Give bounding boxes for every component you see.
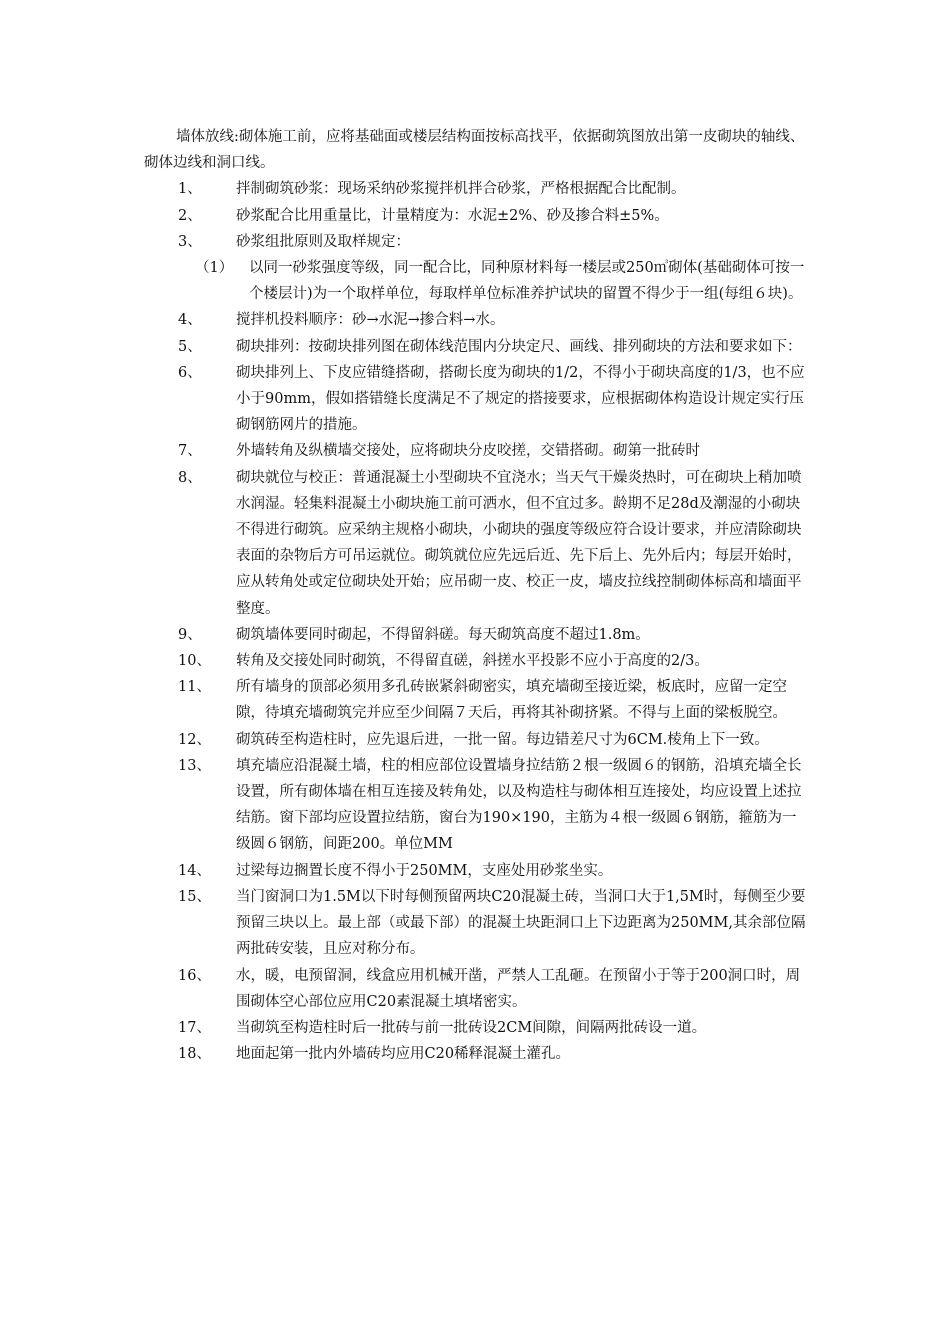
list-item <box>144 465 808 622</box>
document-body <box>144 124 808 1067</box>
item-text: 砂浆配合比用重量比，计量精度为：水泥±2%、砂及掺合料±5%。 <box>236 207 669 224</box>
item-number: 4、 <box>178 312 202 329</box>
list-item <box>144 884 808 963</box>
item-number: 5、 <box>178 338 202 355</box>
item-number: 8、 <box>178 469 202 486</box>
item-number: 15、 <box>178 888 211 905</box>
list-item <box>144 203 808 229</box>
list-item <box>144 360 808 439</box>
list-item <box>144 176 808 202</box>
list-item <box>144 229 808 255</box>
list-item <box>144 438 808 464</box>
sub-item-number: （1） <box>195 260 234 277</box>
item-text: 转角及交接处同时砌筑，不得留直磋，斜搓水平投影不应小于高度的2/3。 <box>236 653 709 670</box>
sub-item-text: 以同一砂浆强度等级，同一配合比，同种原材料每一楼层或250㎥砌体(基础砌体可按一个楼层计)为一个取样单位，每取样单位标准养护试块的留置不得少于一组(每组６块)。 <box>249 260 805 303</box>
sub-list-item <box>144 255 808 307</box>
list-item <box>144 858 808 884</box>
item-text: 当门窗洞口为1.5M以下时每侧预留两块C20混凝土砖，当洞口大于1,5M时，每侧至少要预留三块以上。最上部（或最下部）的混凝土块距洞口上下边距离为250MM,其余部位隔两批砖安装，且应对称分布。 <box>236 888 806 958</box>
item-text: 拌制砌筑砂浆：现场采纳砂浆搅拌机拌合砂浆，严格根据配合比配制。 <box>236 181 686 198</box>
item-number: 10、 <box>178 653 211 670</box>
item-text: 过梁每边搁置长度不得小于250MM，支座处用砂浆坐实。 <box>236 862 613 879</box>
item-text: 水，暖，电预留洞，线盒应用机械开凿，严禁人工乱砸。在预留小于等于200洞口时，周围砌体空心部位应用C20素混凝土填堵密实。 <box>236 967 801 1010</box>
item-number: 18、 <box>178 1046 211 1063</box>
item-text: 砌块排列：按砌块排列图在砌体线范围内分块定尺、画线、排列砌块的方法和要求如下： <box>236 338 802 355</box>
list-item <box>144 334 808 360</box>
item-text: 搅拌机投料顺序：砂→水泥→掺合料→水。 <box>236 312 505 329</box>
list-item <box>144 307 808 333</box>
list-item <box>144 1041 808 1067</box>
intro-paragraph: 墙体放线:砌体施工前，应将基础面或楼层结构面按标高找平，依据砌筑图放出第一皮砌块的轴线、砌体边线和洞口线。 <box>144 129 805 172</box>
list-item <box>144 674 808 726</box>
item-number: 6、 <box>178 364 202 381</box>
list-item <box>144 1015 808 1041</box>
item-text: 填充墙应沿混凝土墙，柱的相应部位设置墙身拉结筋２根一级圆６的钢筋，沿填充墙全长设置，所有砌体墙在相互连接及转角处，以及构造柱与砌体相互连接处，均应设置上述拉结筋。窗下部均应设置拉结筋，窗台为190×190，主筋为４根一级圆６钢筋，箍筋为一级圆６钢筋，间距200。单位MM <box>236 757 802 853</box>
item-text: 地面起第一批内外墙砖均应用C20稀释混凝土灌孔。 <box>236 1046 571 1063</box>
item-text: 砂浆组批原则及取样规定： <box>236 233 410 250</box>
item-text: 砌筑墙体要同时砌起，不得留斜磋。每天砌筑高度不超过1.8m。 <box>236 626 650 643</box>
item-number: 7、 <box>178 443 202 460</box>
item-text: 当砌筑至构造柱时后一批砖与前一批砖设2CM间隙，间隔两批砖设一道。 <box>236 1019 707 1036</box>
item-text: 砌筑砖至构造柱时，应先退后进，一批一留。每边错差尺寸为6CM.棱角上下一致。 <box>236 731 769 748</box>
item-number: 9、 <box>178 626 202 643</box>
item-number: 17、 <box>178 1019 211 1036</box>
list-item <box>144 648 808 674</box>
item-number: 13、 <box>178 757 211 774</box>
list-item <box>144 753 808 858</box>
item-number: 1、 <box>178 181 202 198</box>
list-item <box>144 727 808 753</box>
item-number: 16、 <box>178 967 211 984</box>
item-number: 3、 <box>178 233 202 250</box>
item-number: 2、 <box>178 207 202 224</box>
item-text: 砌块排列上、下皮应错缝搭砌，搭砌长度为砌块的1/2，不得小于砌块高度的1/3，也不应小于90mm，假如搭错缝长度满足不了规定的搭接要求，应根据砌体构造设计规定实行压砌钢筋网片的措施。 <box>236 364 805 434</box>
item-text: 外墙转角及纵横墙交接处，应将砌块分皮咬搓，交错搭砌。砌第一批砖时 <box>236 443 700 460</box>
item-text: 砌块就位与校正：普通混凝土小型砌块不宜浇水；当天气干燥炎热时，可在砌块上稍加喷水润湿。轻集料混凝土小砌块施工前可洒水，但不宜过多。龄期不足28d及潮湿的小砌块不得进行砌筑。应采纳主规格小砌块，小砌块的强度等级应符合设计要求，并应清除砌块表面的杂物后方可吊运就位。砌筑就位应先远后近、先下后上、先外后内；每层开始时，应从转角处或定位砌块处开始；应吊砌一皮、校正一皮，墙皮拉线控制砌体标高和墙面平整度。 <box>236 469 802 617</box>
item-number: 11、 <box>178 679 211 696</box>
list-item <box>144 622 808 648</box>
item-text: 所有墙身的顶部必须用多孔砖嵌紧斜砌密实，填充墙砌至接近梁，板底时，应留一定空隙，待填充墙砌筑完并应至少间隔７天后，再将其补砌挤紧。不得与上面的梁板脱空。 <box>236 679 787 722</box>
item-number: 12、 <box>178 731 211 748</box>
item-number: 14、 <box>178 862 211 879</box>
list-item <box>144 963 808 1015</box>
